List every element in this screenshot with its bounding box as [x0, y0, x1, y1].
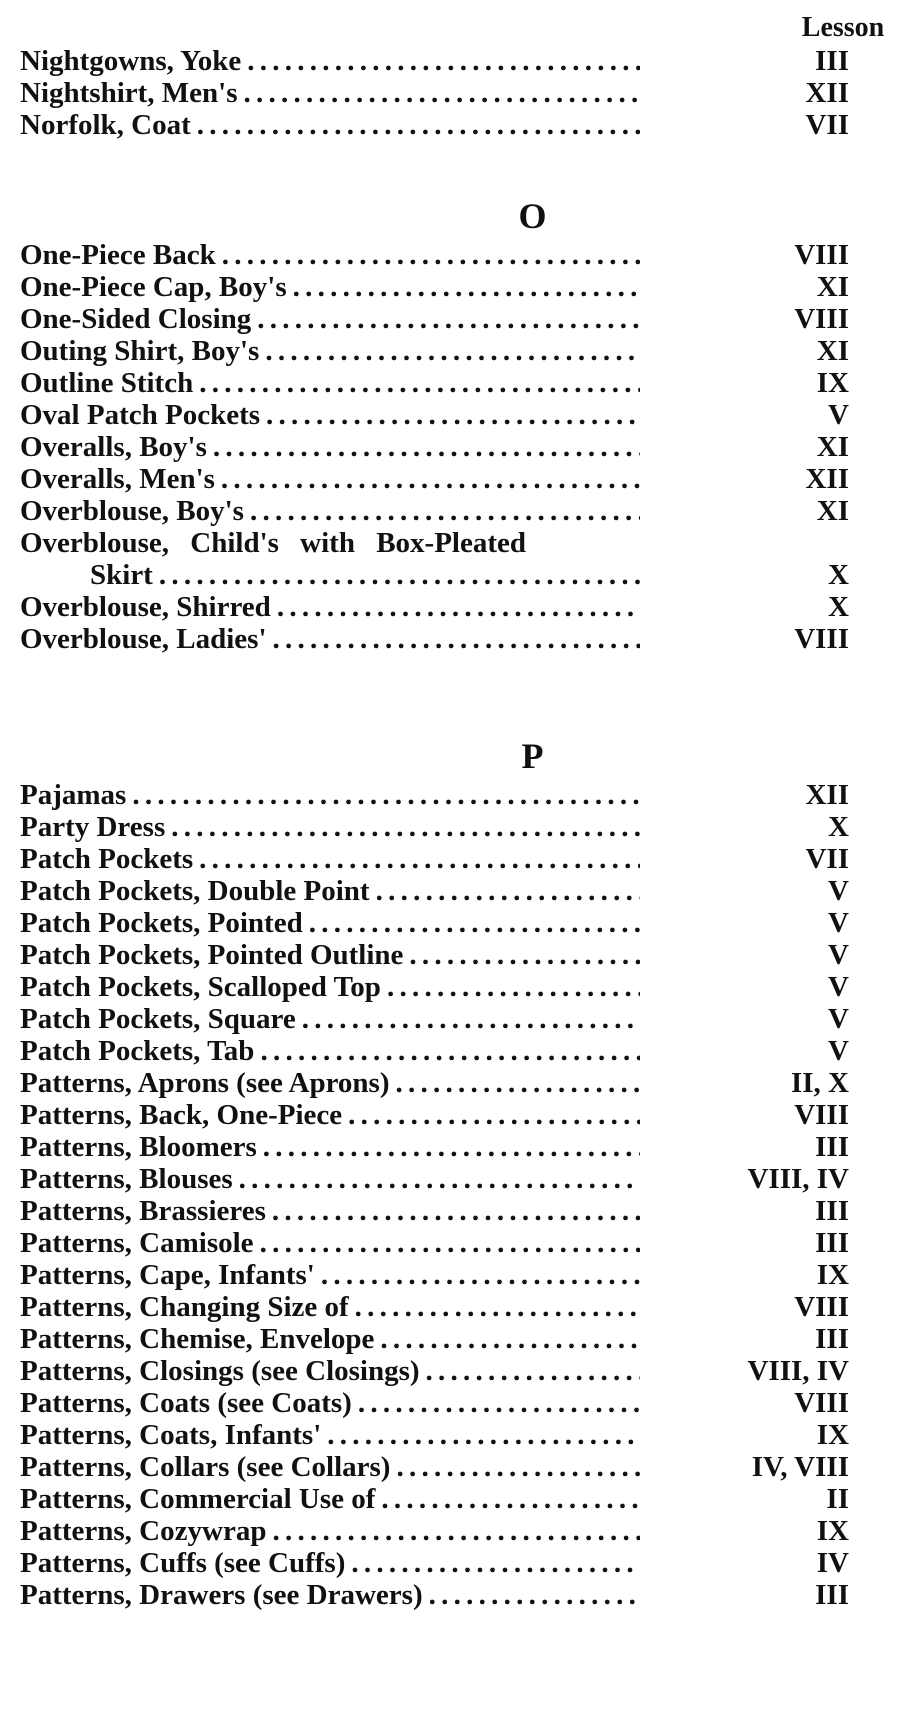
index-entry	[0, 1290, 915, 1324]
entry-label	[20, 1450, 640, 1484]
leader-dots	[426, 1354, 640, 1388]
entry-label-text: Patterns, Cozywrap	[20, 1515, 267, 1547]
index-entry	[0, 398, 915, 432]
leader-dots	[244, 76, 641, 110]
index-entry	[0, 238, 915, 272]
entry-lesson: IX	[816, 367, 849, 399]
index-entry	[0, 366, 915, 400]
index-entry	[0, 1066, 915, 1100]
entry-label-text: Patch Pockets, Pointed Outline	[20, 939, 404, 971]
entry-lesson: V	[828, 907, 849, 939]
entry-lesson: III	[815, 1227, 849, 1259]
entry-lesson: V	[828, 875, 849, 907]
entry-label	[20, 238, 640, 272]
entry-label-text: Patterns, Coats, Infants'	[20, 1419, 322, 1451]
entry-lesson: III	[815, 1323, 849, 1355]
index-entry	[0, 430, 915, 464]
leader-dots	[327, 1418, 640, 1452]
entry-label-text: Overalls, Boy's	[20, 431, 207, 463]
index-entry	[0, 302, 915, 336]
entry-label-text: Patterns, Camisole	[20, 1227, 254, 1259]
entry-label	[20, 874, 640, 908]
entry-label	[20, 1226, 640, 1260]
leader-dots	[250, 494, 640, 528]
entry-label-text: Patch Pockets, Tab	[20, 1035, 255, 1067]
index-entry-wrapped	[0, 526, 915, 560]
leader-dots	[387, 970, 640, 1004]
entry-label	[20, 108, 640, 142]
index-entry	[0, 842, 915, 876]
entry-label-text: Nightgowns, Yoke	[20, 45, 242, 77]
index-entry	[0, 1578, 915, 1612]
entry-label	[20, 1354, 640, 1388]
entry-label-text: Patterns, Cuffs (see Cuffs)	[20, 1547, 346, 1579]
index-entry	[0, 1386, 915, 1420]
entry-label-text: One-Piece Back	[20, 239, 216, 271]
entry-label	[20, 1130, 640, 1164]
entry-label	[20, 1034, 640, 1068]
entry-lesson: XI	[816, 431, 849, 463]
leader-dots	[380, 1322, 640, 1356]
index-entry	[0, 1098, 915, 1132]
index-entry	[0, 1322, 915, 1356]
entry-label	[20, 1418, 640, 1452]
leader-dots	[221, 462, 640, 496]
entry-label-text: Overalls, Men's	[20, 463, 215, 495]
entry-lesson: VIII	[794, 303, 849, 335]
leader-dots	[260, 1034, 640, 1068]
section-letter-p: P	[521, 736, 544, 776]
entry-label-text: Patterns, Back, One-Piece	[20, 1099, 343, 1131]
index-entry	[0, 462, 915, 496]
entry-lesson: IV, VIII	[751, 1451, 849, 1483]
leader-dots	[171, 810, 640, 844]
index-entry	[0, 810, 915, 844]
index-entry	[0, 270, 915, 304]
leader-dots	[266, 398, 640, 432]
entry-lesson: II, X	[790, 1067, 849, 1099]
index-entry	[0, 1514, 915, 1548]
index-entry	[0, 76, 915, 110]
leader-dots	[159, 558, 640, 592]
entry-label	[20, 842, 640, 876]
leader-dots	[376, 874, 640, 908]
leader-dots	[247, 44, 640, 78]
index-entry	[0, 622, 915, 656]
index-entry	[0, 1002, 915, 1036]
entry-label-line-2: Skirt	[90, 559, 153, 591]
index-entry	[0, 1418, 915, 1452]
entry-lesson: IX	[816, 1515, 849, 1547]
entry-label-line-1: Overblouse, Child's with Box-Pleated	[20, 527, 527, 559]
entry-label	[20, 302, 640, 336]
leader-dots	[277, 590, 640, 624]
leader-dots	[302, 1002, 640, 1036]
entry-label	[20, 1194, 640, 1228]
entry-label	[20, 1386, 640, 1420]
entry-label	[20, 462, 640, 496]
entry-label	[20, 1514, 640, 1548]
leader-dots	[309, 906, 640, 940]
entry-lesson: X	[828, 591, 849, 623]
entry-lesson: V	[828, 399, 849, 431]
entry-lesson: V	[828, 971, 849, 1003]
entry-label	[20, 1002, 640, 1036]
entry-label	[20, 590, 640, 624]
index-entry	[0, 1450, 915, 1484]
leader-dots	[381, 1482, 640, 1516]
entry-label	[20, 366, 640, 400]
index-entry	[0, 108, 915, 142]
entry-lesson: V	[828, 939, 849, 971]
entry-label-text: Patterns, Closings (see Closings)	[20, 1355, 420, 1387]
entry-label-text: Patterns, Coats (see Coats)	[20, 1387, 352, 1419]
entry-lesson: IV	[816, 1547, 849, 1579]
index-entry	[0, 906, 915, 940]
index-entry	[0, 1162, 915, 1196]
entry-label	[90, 558, 640, 592]
entry-label	[20, 1322, 640, 1356]
entry-label	[20, 1546, 640, 1580]
entry-label-text: One-Piece Cap, Boy's	[20, 271, 287, 303]
entry-label-text: Patch Pockets, Double Point	[20, 875, 370, 907]
entry-label	[20, 906, 640, 940]
entry-label-text: Party Dress	[20, 811, 166, 843]
leader-dots	[321, 1258, 640, 1292]
index-entry	[0, 1034, 915, 1068]
entry-label	[20, 494, 640, 528]
leader-dots	[358, 1386, 640, 1420]
entry-lesson: XII	[805, 77, 849, 109]
entry-label-text: Outing Shirt, Boy's	[20, 335, 260, 367]
entry-lesson: XI	[816, 495, 849, 527]
index-entry	[0, 1226, 915, 1260]
leader-dots	[260, 1226, 640, 1260]
entry-label	[20, 1482, 640, 1516]
entry-label-text: Patterns, Collars (see Collars)	[20, 1451, 391, 1483]
entry-label-text: Patch Pockets, Scalloped Top	[20, 971, 381, 1003]
index-entry	[0, 778, 915, 812]
leader-dots	[199, 366, 640, 400]
entry-label	[20, 622, 640, 656]
leader-dots	[293, 270, 640, 304]
entry-lesson: III	[815, 45, 849, 77]
entry-label	[20, 938, 640, 972]
entry-label-text: Patterns, Commercial Use of	[20, 1483, 376, 1515]
leader-dots	[396, 1450, 640, 1484]
entry-label-text: Norfolk, Coat	[20, 109, 191, 141]
leader-dots	[213, 430, 640, 464]
entry-lesson: VIII	[794, 623, 849, 655]
leader-dots	[351, 1546, 640, 1580]
entry-lesson: XII	[805, 779, 849, 811]
entry-lesson: VII	[805, 843, 849, 875]
entry-label	[20, 76, 640, 110]
entry-lesson: III	[815, 1579, 849, 1611]
entry-lesson: VIII, IV	[747, 1163, 849, 1195]
entry-label	[20, 1290, 640, 1324]
index-entry	[0, 970, 915, 1004]
entry-lesson: VIII, IV	[747, 1355, 849, 1387]
entry-label-text: Overblouse, Boy's	[20, 495, 244, 527]
entry-label	[20, 970, 640, 1004]
entry-label-text: Overblouse, Shirred	[20, 591, 271, 623]
entry-label-text: Patterns, Drawers (see Drawers)	[20, 1579, 423, 1611]
leader-dots	[197, 108, 640, 142]
entry-lesson: VIII	[794, 239, 849, 271]
index-entry	[0, 1258, 915, 1292]
index-entry	[0, 938, 915, 972]
entry-label-text: Patterns, Chemise, Envelope	[20, 1323, 375, 1355]
entry-label-text: Outline Stitch	[20, 367, 194, 399]
index-entry	[0, 874, 915, 908]
entry-label	[20, 810, 640, 844]
entry-lesson: X	[828, 559, 849, 591]
entry-lesson: VIII	[794, 1387, 849, 1419]
entry-label	[20, 778, 640, 812]
entry-label	[20, 398, 640, 432]
index-entry	[0, 44, 915, 78]
entry-label-text: Patch Pockets, Square	[20, 1003, 296, 1035]
entry-label	[20, 334, 640, 368]
leader-dots	[272, 1194, 640, 1228]
entry-lesson: II	[826, 1483, 849, 1515]
entry-label-text: Nightshirt, Men's	[20, 77, 238, 109]
index-entry	[0, 1130, 915, 1164]
entry-label	[20, 1098, 640, 1132]
entry-lesson: IX	[816, 1419, 849, 1451]
leader-dots	[265, 334, 640, 368]
leader-dots	[239, 1162, 640, 1196]
leader-dots	[199, 842, 640, 876]
entry-label	[20, 1066, 640, 1100]
entry-label-text: Patterns, Changing Size of	[20, 1291, 349, 1323]
entry-lesson: VIII	[794, 1099, 849, 1131]
section-letter-o: O	[518, 196, 547, 236]
entry-label	[20, 1162, 640, 1196]
leader-dots	[132, 778, 640, 812]
entry-lesson: XI	[816, 335, 849, 367]
index-entry	[0, 334, 915, 368]
entry-lesson: VIII	[794, 1291, 849, 1323]
entry-label-text: Patterns, Cape, Infants'	[20, 1259, 315, 1291]
leader-dots	[396, 1066, 641, 1100]
index-entry	[0, 1194, 915, 1228]
entry-lesson: V	[828, 1035, 849, 1067]
entry-label-text: Patterns, Aprons (see Aprons)	[20, 1067, 390, 1099]
entry-label-text: Patch Pockets	[20, 843, 194, 875]
entry-label	[20, 44, 640, 78]
entry-lesson: XI	[816, 271, 849, 303]
index-entry	[0, 1546, 915, 1580]
leader-dots	[429, 1578, 640, 1612]
entry-lesson: VII	[805, 109, 849, 141]
index-entry	[0, 494, 915, 528]
entry-label-text: Patterns, Blouses	[20, 1163, 233, 1195]
entry-label	[20, 270, 640, 304]
entry-lesson: IX	[816, 1259, 849, 1291]
leader-dots	[263, 1130, 640, 1164]
entry-lesson: V	[828, 1003, 849, 1035]
entry-label-text: Overblouse, Ladies'	[20, 623, 267, 655]
entry-label	[20, 1578, 640, 1612]
lesson-column-heading: Lesson	[801, 12, 885, 43]
index-entry-wrapped-continuation	[0, 558, 915, 592]
entry-lesson: III	[815, 1195, 849, 1227]
entry-lesson: XII	[805, 463, 849, 495]
entry-label-text: Patterns, Bloomers	[20, 1131, 257, 1163]
index-entry	[0, 1354, 915, 1388]
entry-label-text: Pajamas	[20, 779, 127, 811]
leader-dots	[409, 938, 640, 972]
leader-dots	[222, 238, 640, 272]
leader-dots	[257, 302, 640, 336]
entry-label	[20, 430, 640, 464]
index-entry	[0, 1482, 915, 1516]
entry-lesson: III	[815, 1131, 849, 1163]
entry-label-text: Oval Patch Pockets	[20, 399, 261, 431]
leader-dots	[348, 1098, 640, 1132]
leader-dots	[355, 1290, 640, 1324]
leader-dots	[272, 1514, 640, 1548]
entry-label-text: Patterns, Brassieres	[20, 1195, 266, 1227]
entry-label	[20, 1258, 640, 1292]
entry-label-text: One-Sided Closing	[20, 303, 252, 335]
leader-dots	[273, 622, 640, 656]
entry-label-text: Patch Pockets, Pointed	[20, 907, 303, 939]
index-entry	[0, 590, 915, 624]
entry-lesson: X	[828, 811, 849, 843]
